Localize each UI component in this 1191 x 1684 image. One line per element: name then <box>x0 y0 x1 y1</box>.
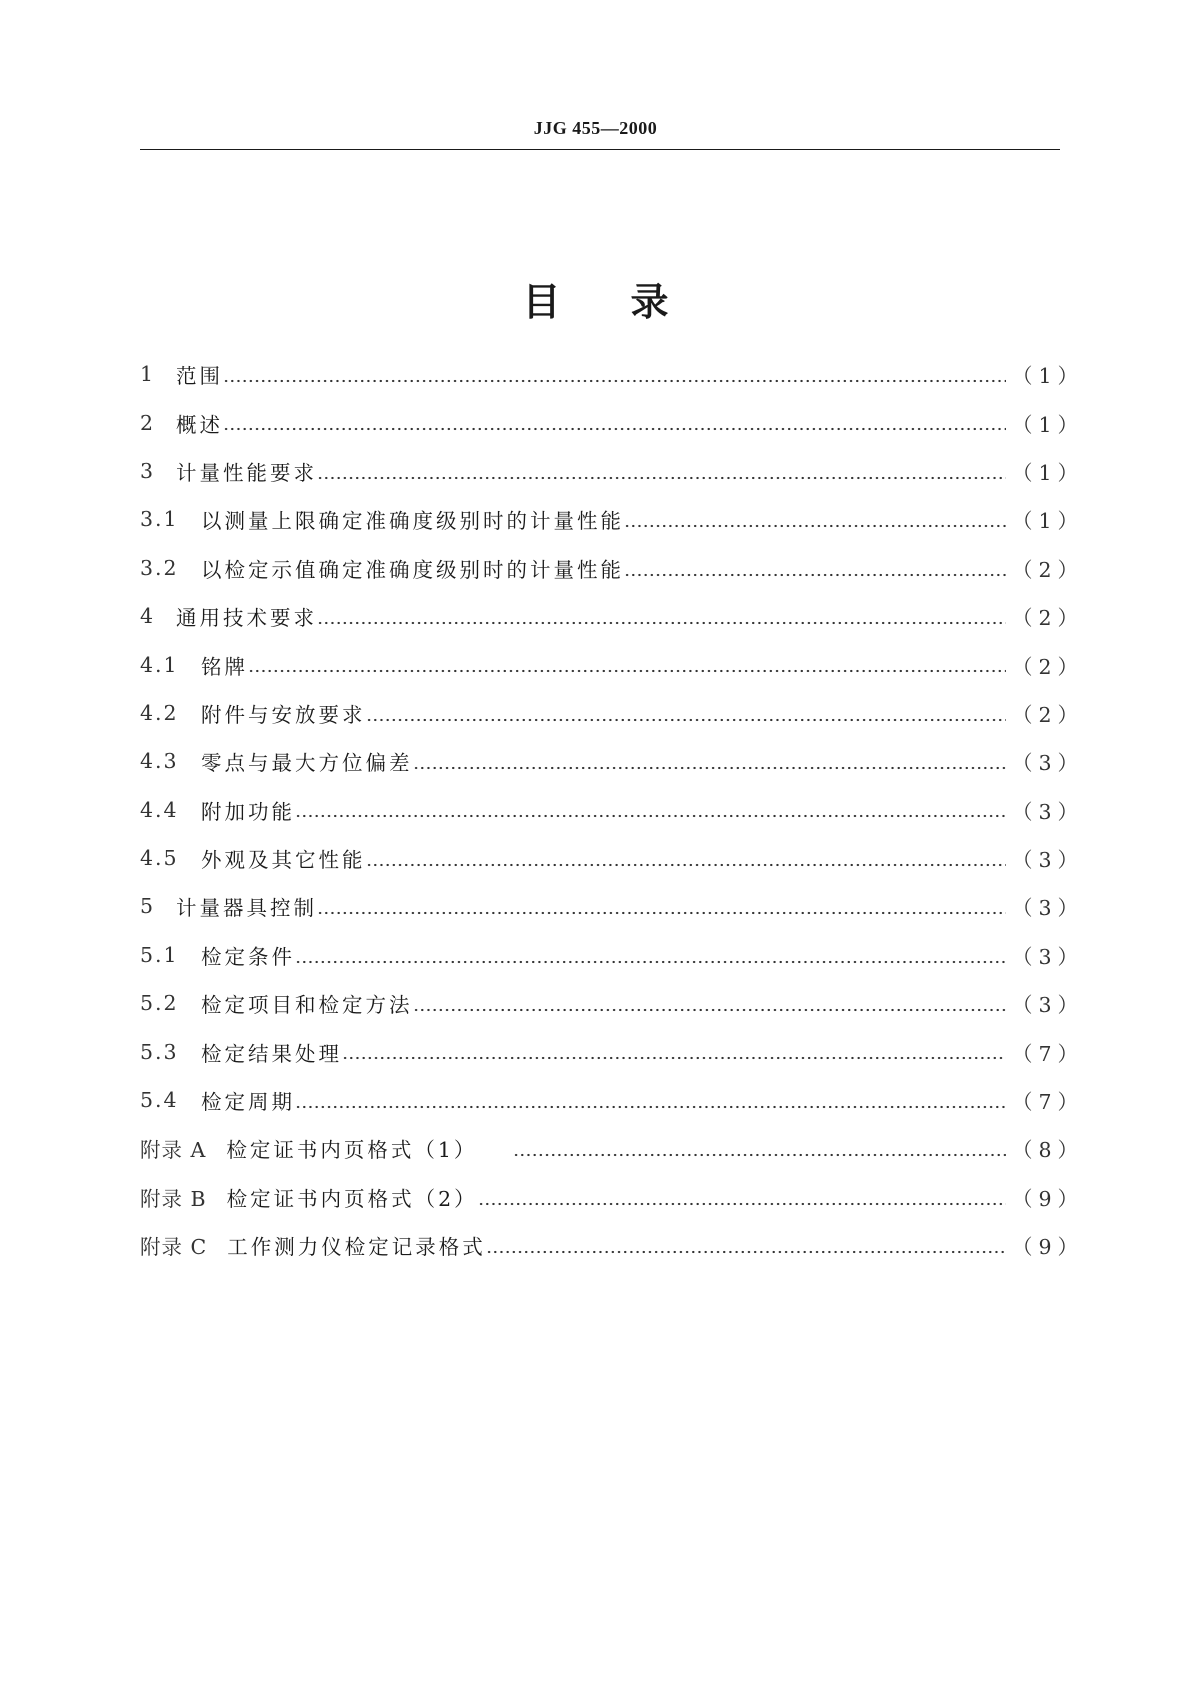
toc-entry-title: 以检定示值确定准确度级别时的计量性能 <box>201 557 624 582</box>
toc-entry-title: 外观及其它性能 <box>201 848 366 873</box>
toc-entry-number: 5.4 <box>140 1088 179 1113</box>
toc-entry-number: 5 <box>140 894 156 919</box>
toc-appendix-label: 附录 A <box>140 1138 207 1163</box>
toc-leader-dots <box>248 654 1006 675</box>
toc-entry-title: 附件与安放要求 <box>201 702 366 727</box>
toc-entry-title: 检定项目和检定方法 <box>201 993 413 1018</box>
toc-appendix-label: 附录 C <box>140 1235 208 1260</box>
toc-entry-page: （2） <box>1012 606 1085 631</box>
toc-title-char: 录 <box>630 280 669 324</box>
toc-entry[interactable] <box>140 882 1085 930</box>
toc-entry-page: （9） <box>1012 1186 1085 1211</box>
toc-entry[interactable] <box>140 544 1085 592</box>
toc-entry-page: （3） <box>1012 993 1085 1018</box>
toc-entry[interactable] <box>140 1027 1085 1075</box>
toc-entry-page: （1） <box>1012 364 1085 389</box>
toc-leader-dots <box>342 1041 1006 1062</box>
toc-entry-number: 5.2 <box>140 991 179 1016</box>
toc-entry-page: （2） <box>1012 654 1085 679</box>
toc-entry-page: （3） <box>1012 799 1085 824</box>
toc-entry-page: （1） <box>1012 412 1085 437</box>
toc-list <box>140 350 1085 1269</box>
toc-entry-page: （3） <box>1012 944 1085 969</box>
toc-entry[interactable] <box>140 834 1085 882</box>
toc-entry-page: （9） <box>1012 1235 1085 1260</box>
toc-leader-dots <box>624 558 1006 579</box>
toc-entry-page: （2） <box>1012 702 1085 727</box>
toc-entry-page: （3） <box>1012 751 1085 776</box>
toc-entry-title: 范围 <box>176 364 223 389</box>
toc-leader-dots <box>295 799 1006 820</box>
toc-appendix-entry[interactable] <box>140 1221 1085 1269</box>
toc-leader-dots <box>413 751 1007 772</box>
toc-entry[interactable] <box>140 737 1085 785</box>
toc-entry-number: 4.5 <box>140 846 179 871</box>
toc-entry-number: 1 <box>140 362 156 387</box>
toc-entry-page: （3） <box>1012 896 1085 921</box>
toc-entry[interactable] <box>140 592 1085 640</box>
toc-entry[interactable] <box>140 640 1085 688</box>
toc-leader-dots <box>223 364 1006 385</box>
toc-leader-dots <box>366 703 1007 724</box>
toc-entry-page: （1） <box>1012 460 1085 485</box>
toc-entry-number: 5.1 <box>140 942 179 967</box>
toc-entry-title: 附加功能 <box>201 799 295 824</box>
toc-title <box>0 271 1191 326</box>
toc-entry-number: 4.4 <box>140 797 179 822</box>
toc-entry[interactable] <box>140 689 1085 737</box>
toc-leader-dots <box>317 461 1006 482</box>
toc-leader-dots <box>478 1187 1006 1208</box>
standard-code-header: JJG 455—2000 <box>533 118 658 138</box>
toc-entry[interactable] <box>140 979 1085 1027</box>
toc-entry-number: 2 <box>140 410 156 435</box>
toc-entry[interactable] <box>140 495 1085 543</box>
toc-leader-dots <box>295 945 1006 966</box>
toc-entry[interactable] <box>140 350 1085 398</box>
toc-entry-number: 4.2 <box>140 700 179 725</box>
toc-entry[interactable] <box>140 447 1085 495</box>
toc-entry-title: 检定证书内页格式（2） <box>226 1186 478 1211</box>
toc-entry-page: （1） <box>1012 509 1085 534</box>
toc-entry[interactable] <box>140 931 1085 979</box>
toc-entry-title: 概述 <box>176 412 223 437</box>
toc-entry-number: 4.1 <box>140 652 179 677</box>
toc-leader-dots <box>317 606 1006 627</box>
toc-leader-dots <box>295 1090 1006 1111</box>
toc-entry-page: （2） <box>1012 557 1085 582</box>
header-divider <box>140 149 1060 150</box>
toc-entry-title: 检定证书内页格式（1） <box>226 1138 478 1163</box>
toc-entry-page: （7） <box>1012 1090 1085 1115</box>
toc-entry-number: 4.3 <box>140 749 179 774</box>
toc-entry-number: 3 <box>140 458 156 483</box>
toc-leader-dots <box>366 848 1007 869</box>
toc-entry-number: 5.3 <box>140 1039 179 1064</box>
toc-leader-dots <box>624 509 1006 530</box>
toc-entry-title: 零点与最大方位偏差 <box>201 751 413 776</box>
toc-entry-page: （7） <box>1012 1041 1085 1066</box>
toc-appendix-entry[interactable] <box>140 1124 1085 1172</box>
toc-appendix-entry[interactable] <box>140 1173 1085 1221</box>
toc-entry-page: （8） <box>1012 1138 1085 1163</box>
toc-entry[interactable] <box>140 786 1085 834</box>
toc-entry[interactable] <box>140 398 1085 446</box>
toc-entry-page: （3） <box>1012 848 1085 873</box>
toc-entry-number: 3.2 <box>140 555 179 580</box>
toc-entry-title: 检定结果处理 <box>201 1041 342 1066</box>
toc-entry-number: 4 <box>140 604 156 629</box>
toc-appendix-label: 附录 B <box>140 1186 207 1211</box>
toc-leader-dots <box>513 1138 1006 1159</box>
toc-entry-title: 检定周期 <box>201 1090 295 1115</box>
toc-entry-title: 以测量上限确定准确度级别时的计量性能 <box>201 509 624 534</box>
toc-title-char: 目 <box>522 280 561 324</box>
toc-leader-dots <box>223 412 1006 433</box>
toc-entry-title: 工作测力仪检定记录格式 <box>227 1235 486 1260</box>
toc-entry-title: 计量性能要求 <box>176 460 317 485</box>
toc-leader-dots <box>317 896 1006 917</box>
toc-entry-title: 计量器具控制 <box>176 896 317 921</box>
toc-entry[interactable] <box>140 1076 1085 1124</box>
toc-leader-dots <box>486 1235 1006 1256</box>
toc-entry-title: 通用技术要求 <box>176 606 317 631</box>
toc-entry-title: 检定条件 <box>201 944 295 969</box>
toc-entry-number: 3.1 <box>140 507 179 532</box>
toc-leader-dots <box>413 993 1007 1014</box>
toc-entry-title: 铭牌 <box>201 654 248 679</box>
